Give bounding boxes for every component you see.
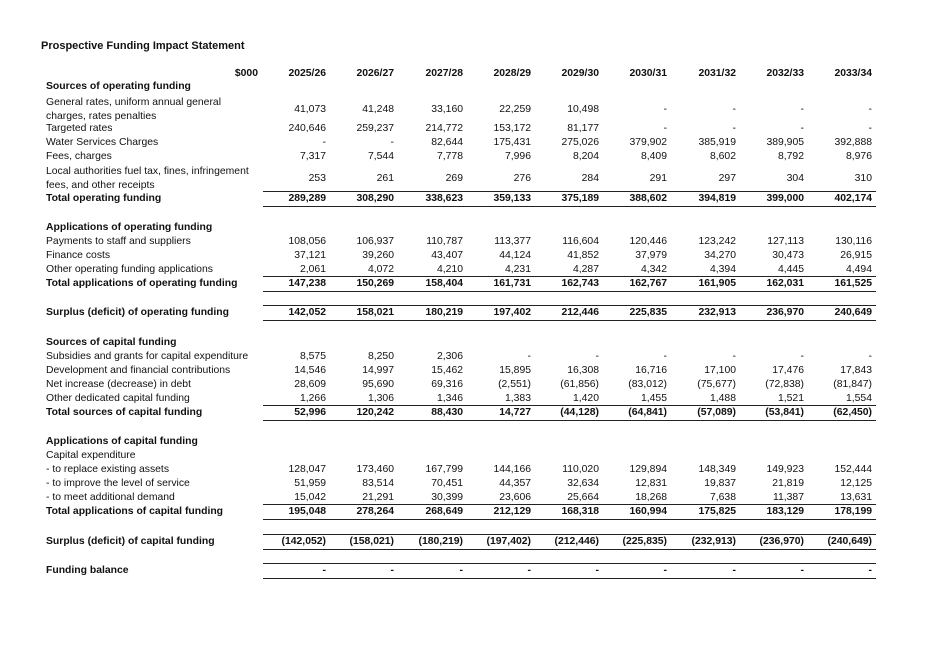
- value-cell: -: [663, 351, 667, 362]
- total-value-cell: -: [527, 565, 531, 576]
- value-cell: 1,306: [367, 393, 394, 404]
- value-cell: 110,787: [426, 236, 463, 247]
- year-header: 2031/32: [698, 68, 736, 79]
- total-value-cell: (236,970): [759, 536, 804, 547]
- subtotal-rule: [263, 191, 876, 192]
- total-value-cell: 268,649: [425, 506, 463, 517]
- value-cell: 34,270: [704, 250, 736, 261]
- value-cell: 23,606: [499, 492, 531, 503]
- row-label: Water Services Charges: [46, 137, 159, 148]
- total-value-cell: 14,727: [499, 407, 531, 418]
- total-value-cell: 212,446: [561, 307, 599, 318]
- value-cell: 25,664: [567, 492, 599, 503]
- total-value-cell: 147,238: [288, 278, 326, 289]
- value-cell: 28,609: [294, 379, 326, 390]
- total-value-cell: 162,031: [766, 278, 804, 289]
- value-cell: 7,996: [504, 151, 531, 162]
- total-value-cell: 142,052: [288, 307, 326, 318]
- value-cell: 214,772: [425, 123, 463, 134]
- value-cell: 51,959: [294, 478, 326, 489]
- total-row-label: Surplus (deficit) of operating funding: [46, 307, 229, 318]
- total-value-cell: -: [595, 565, 599, 576]
- value-cell: 12,831: [635, 478, 667, 489]
- value-cell: 167,799: [425, 464, 463, 475]
- row-label: charges, rates penalties: [46, 111, 157, 122]
- year-header: 2026/27: [356, 68, 394, 79]
- total-value-cell: 402,174: [834, 193, 872, 204]
- value-cell: 152,444: [834, 464, 872, 475]
- value-cell: 284: [581, 173, 599, 184]
- year-header: 2027/28: [425, 68, 463, 79]
- year-header: 2033/34: [834, 68, 872, 79]
- value-cell: -: [868, 351, 872, 362]
- total-value-cell: 161,905: [698, 278, 736, 289]
- year-header: 2028/29: [493, 68, 531, 79]
- value-cell: 44,357: [499, 478, 531, 489]
- total-value-cell: 150,269: [356, 278, 394, 289]
- value-cell: 153,172: [493, 123, 531, 134]
- value-cell: -: [868, 104, 872, 115]
- value-cell: 26,915: [840, 250, 872, 261]
- year-header: 2029/30: [561, 68, 599, 79]
- value-cell: 144,166: [493, 464, 531, 475]
- total-row-label: Total applications of capital funding: [46, 506, 224, 517]
- value-cell: 4,445: [777, 264, 804, 275]
- value-cell: 14,997: [362, 365, 394, 376]
- value-cell: 127,113: [767, 236, 804, 247]
- value-cell: 19,837: [704, 478, 736, 489]
- value-cell: 17,843: [840, 365, 872, 376]
- value-cell: 17,476: [772, 365, 804, 376]
- value-cell: -: [800, 123, 804, 134]
- subtotal-rule: [263, 276, 876, 277]
- total-value-cell: 212,129: [493, 506, 531, 517]
- total-value-cell: 161,731: [493, 278, 531, 289]
- row-label: - to improve the level of service: [46, 478, 190, 489]
- value-cell: 291: [649, 173, 667, 184]
- total-value-cell: 162,767: [629, 278, 667, 289]
- value-cell: 108,056: [288, 236, 326, 247]
- value-cell: 16,308: [567, 365, 599, 376]
- total-rule: [263, 320, 876, 321]
- total-value-cell: 180,219: [425, 307, 463, 318]
- value-cell: 253: [308, 173, 326, 184]
- section-heading: Sources of operating funding: [46, 81, 191, 92]
- value-cell: 32,634: [567, 478, 599, 489]
- value-cell: 15,042: [294, 492, 326, 503]
- value-cell: 12,125: [840, 478, 872, 489]
- value-cell: 4,072: [367, 264, 394, 275]
- value-cell: 37,121: [294, 250, 326, 261]
- row-label: Net increase (decrease) in debt: [46, 379, 191, 390]
- total-value-cell: (62,450): [833, 407, 872, 418]
- total-value-cell: 232,913: [698, 307, 736, 318]
- value-cell: 10,498: [567, 104, 599, 115]
- total-value-cell: -: [390, 565, 394, 576]
- value-cell: 4,210: [436, 264, 463, 275]
- value-cell: 1,420: [572, 393, 599, 404]
- value-cell: -: [868, 123, 872, 134]
- total-value-cell: 161,525: [834, 278, 872, 289]
- value-cell: 69,316: [431, 379, 463, 390]
- value-cell: 15,895: [499, 365, 531, 376]
- value-cell: 17,100: [704, 365, 736, 376]
- total-value-cell: 225,835: [629, 307, 667, 318]
- value-cell: 304: [786, 173, 804, 184]
- value-cell: 1,266: [299, 393, 326, 404]
- value-cell: 240,646: [288, 123, 326, 134]
- value-cell: 175,431: [493, 137, 531, 148]
- total-value-cell: -: [322, 565, 326, 576]
- value-cell: 41,248: [362, 104, 394, 115]
- row-label: Subsidies and grants for capital expenditure: [46, 351, 249, 362]
- value-cell: 276: [513, 173, 531, 184]
- page-title: Prospective Funding Impact Statement: [41, 40, 245, 52]
- value-cell: 128,047: [288, 464, 326, 475]
- value-cell: -: [322, 137, 326, 148]
- total-value-cell: 88,430: [431, 407, 463, 418]
- value-cell: 4,494: [845, 264, 872, 275]
- value-cell: 261: [376, 173, 394, 184]
- value-cell: (75,677): [697, 379, 736, 390]
- total-rule: [263, 549, 876, 550]
- value-cell: 8,976: [845, 151, 872, 162]
- value-cell: 8,409: [640, 151, 667, 162]
- total-rule: [263, 291, 876, 292]
- total-rule: [263, 519, 876, 520]
- value-cell: 7,778: [436, 151, 463, 162]
- value-cell: 39,260: [362, 250, 394, 261]
- value-cell: 41,852: [567, 250, 599, 261]
- value-cell: -: [800, 104, 804, 115]
- total-value-cell: 183,129: [766, 506, 804, 517]
- total-row-label: Total applications of operating funding: [46, 278, 238, 289]
- row-label: Development and financial contributions: [46, 365, 231, 376]
- total-value-cell: 278,264: [356, 506, 394, 517]
- value-cell: 275,026: [561, 137, 599, 148]
- row-label: Targeted rates: [46, 123, 113, 134]
- value-cell: 14,546: [294, 365, 326, 376]
- value-cell: 4,342: [640, 264, 667, 275]
- total-value-cell: 240,649: [834, 307, 872, 318]
- total-row-label: Funding balance: [46, 565, 129, 576]
- value-cell: 22,259: [499, 104, 531, 115]
- value-cell: 81,177: [567, 123, 599, 134]
- value-cell: 2,306: [436, 351, 463, 362]
- value-cell: 113,377: [494, 236, 531, 247]
- total-rule: [263, 578, 876, 579]
- total-value-cell: (225,835): [622, 536, 667, 547]
- total-value-cell: 158,021: [356, 307, 394, 318]
- value-cell: 30,473: [772, 250, 804, 261]
- value-cell: 8,204: [572, 151, 599, 162]
- value-cell: -: [595, 351, 599, 362]
- section-heading: Applications of capital funding: [46, 436, 198, 447]
- value-cell: 1,554: [845, 393, 872, 404]
- value-cell: -: [732, 351, 736, 362]
- value-cell: 8,250: [367, 351, 394, 362]
- row-label: Finance costs: [46, 250, 111, 261]
- section-heading: Capital expenditure: [46, 450, 136, 461]
- value-cell: 13,631: [840, 492, 872, 503]
- total-rule: [263, 420, 876, 421]
- value-cell: 120,446: [629, 236, 667, 247]
- value-cell: 259,237: [356, 123, 394, 134]
- value-cell: 30,399: [431, 492, 463, 503]
- total-value-cell: 236,970: [766, 307, 804, 318]
- value-cell: 70,451: [431, 478, 463, 489]
- year-header: 2030/31: [629, 68, 667, 79]
- value-cell: 8,792: [777, 151, 804, 162]
- value-cell: 21,291: [362, 492, 394, 503]
- value-cell: 106,937: [356, 236, 394, 247]
- value-cell: 123,242: [698, 236, 736, 247]
- subtotal-rule: [263, 534, 876, 535]
- total-value-cell: (232,913): [691, 536, 736, 547]
- total-value-cell: (180,219): [418, 536, 463, 547]
- value-cell: -: [663, 123, 667, 134]
- value-cell: 310: [854, 173, 872, 184]
- total-value-cell: 375,189: [561, 193, 599, 204]
- value-cell: 83,514: [362, 478, 394, 489]
- total-value-cell: 197,402: [493, 307, 531, 318]
- value-cell: 2,061: [299, 264, 326, 275]
- value-cell: 149,923: [766, 464, 804, 475]
- value-cell: 15,462: [431, 365, 463, 376]
- row-label: General rates, uniform annual general: [46, 97, 222, 108]
- total-row-label: Total operating funding: [46, 193, 162, 204]
- value-cell: 37,979: [635, 250, 667, 261]
- value-cell: -: [732, 104, 736, 115]
- value-cell: 129,894: [629, 464, 667, 475]
- value-cell: 110,020: [562, 464, 599, 475]
- value-cell: 379,902: [629, 137, 667, 148]
- value-cell: -: [800, 351, 804, 362]
- value-cell: 33,160: [431, 104, 463, 115]
- total-row-label: Surplus (deficit) of capital funding: [46, 536, 215, 547]
- value-cell: (61,856): [560, 379, 599, 390]
- total-value-cell: 308,290: [356, 193, 394, 204]
- value-cell: -: [390, 137, 394, 148]
- value-cell: 385,919: [698, 137, 736, 148]
- value-cell: 1,488: [709, 393, 736, 404]
- section-heading: Applications of operating funding: [46, 222, 213, 233]
- value-cell: (72,838): [765, 379, 804, 390]
- row-label: fees, and other receipts: [46, 180, 155, 191]
- value-cell: 130,116: [835, 236, 872, 247]
- section-heading: Sources of capital funding: [46, 337, 177, 348]
- total-value-cell: 289,289: [288, 193, 326, 204]
- value-cell: 1,346: [436, 393, 463, 404]
- subtotal-rule: [263, 305, 876, 306]
- value-cell: 8,602: [709, 151, 736, 162]
- total-value-cell: -: [868, 565, 872, 576]
- value-cell: (81,847): [833, 379, 872, 390]
- value-cell: 8,575: [299, 351, 326, 362]
- total-value-cell: -: [800, 565, 804, 576]
- total-value-cell: 388,602: [629, 193, 667, 204]
- subtotal-rule: [263, 405, 876, 406]
- value-cell: 389,905: [766, 137, 804, 148]
- value-cell: 173,460: [356, 464, 394, 475]
- total-value-cell: -: [459, 565, 463, 576]
- value-cell: 1,521: [777, 393, 804, 404]
- value-cell: 95,690: [362, 379, 394, 390]
- year-header: 2032/33: [766, 68, 804, 79]
- value-cell: 1,455: [640, 393, 667, 404]
- total-value-cell: 175,825: [698, 506, 736, 517]
- total-value-cell: 120,242: [356, 407, 394, 418]
- value-cell: 7,544: [367, 151, 394, 162]
- value-cell: 297: [718, 173, 736, 184]
- value-cell: 44,124: [499, 250, 531, 261]
- value-cell: 7,638: [709, 492, 736, 503]
- value-cell: -: [527, 351, 531, 362]
- value-cell: 116,604: [562, 236, 599, 247]
- total-value-cell: 168,318: [561, 506, 599, 517]
- total-row-label: Total sources of capital funding: [46, 407, 203, 418]
- total-value-cell: 399,000: [766, 193, 804, 204]
- total-value-cell: 158,404: [425, 278, 463, 289]
- subtotal-rule: [263, 563, 876, 564]
- units-header: $000: [234, 68, 258, 79]
- total-value-cell: (64,841): [628, 407, 667, 418]
- subtotal-rule: [263, 504, 876, 505]
- row-label: Other operating funding applications: [46, 264, 213, 275]
- row-label: Local authorities fuel tax, fines, infringement: [46, 166, 249, 177]
- value-cell: (2,551): [498, 379, 531, 390]
- row-label: - to meet additional demand: [46, 492, 175, 503]
- total-value-cell: (53,841): [765, 407, 804, 418]
- total-value-cell: (57,089): [697, 407, 736, 418]
- value-cell: 392,888: [834, 137, 872, 148]
- value-cell: 43,407: [431, 250, 463, 261]
- value-cell: 21,819: [772, 478, 804, 489]
- value-cell: 4,231: [504, 264, 531, 275]
- total-value-cell: (142,052): [281, 536, 326, 547]
- total-value-cell: 338,623: [425, 193, 463, 204]
- value-cell: 4,287: [572, 264, 599, 275]
- row-label: Other dedicated capital funding: [46, 393, 190, 404]
- total-value-cell: 52,996: [294, 407, 326, 418]
- value-cell: 1,383: [504, 393, 531, 404]
- value-cell: 148,349: [698, 464, 736, 475]
- value-cell: 11,387: [772, 492, 804, 503]
- total-value-cell: (158,021): [349, 536, 394, 547]
- value-cell: 18,268: [635, 492, 667, 503]
- total-value-cell: 178,199: [834, 506, 872, 517]
- value-cell: -: [663, 104, 667, 115]
- total-value-cell: (44,128): [560, 407, 599, 418]
- value-cell: 82,644: [431, 137, 463, 148]
- total-rule: [263, 206, 876, 207]
- total-value-cell: 160,994: [629, 506, 667, 517]
- value-cell: 269: [445, 173, 463, 184]
- total-value-cell: 162,743: [561, 278, 599, 289]
- total-value-cell: (240,649): [827, 536, 872, 547]
- total-value-cell: 195,048: [288, 506, 326, 517]
- value-cell: (83,012): [628, 379, 667, 390]
- value-cell: 4,394: [709, 264, 736, 275]
- value-cell: 16,716: [635, 365, 667, 376]
- total-value-cell: (197,402): [486, 536, 531, 547]
- total-value-cell: (212,446): [554, 536, 599, 547]
- row-label: - to replace existing assets: [46, 464, 170, 475]
- year-header: 2025/26: [288, 68, 326, 79]
- row-label: Payments to staff and suppliers: [46, 236, 191, 247]
- value-cell: 7,317: [299, 151, 326, 162]
- total-value-cell: 359,133: [493, 193, 531, 204]
- row-label: Fees, charges: [46, 151, 112, 162]
- value-cell: 41,073: [294, 104, 326, 115]
- total-value-cell: -: [732, 565, 736, 576]
- total-value-cell: 394,819: [698, 193, 736, 204]
- total-value-cell: -: [663, 565, 667, 576]
- value-cell: -: [732, 123, 736, 134]
